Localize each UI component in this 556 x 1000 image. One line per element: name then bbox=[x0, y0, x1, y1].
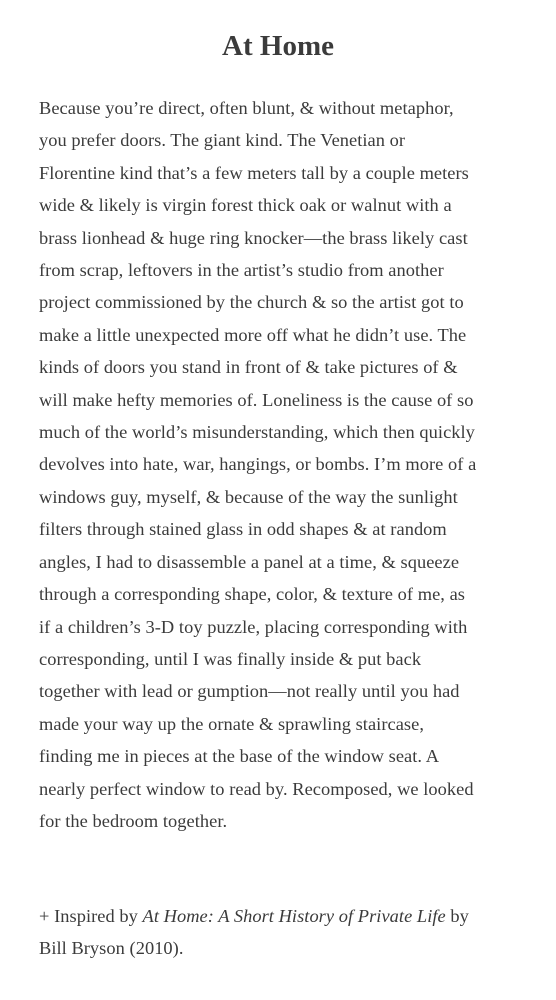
poem-line: make a little unexpected more off what he didn’t use. The bbox=[39, 324, 467, 345]
poem-line: wide & likely is virgin forest thick oak or walnut with a bbox=[39, 195, 452, 216]
note-suffix: by bbox=[445, 906, 469, 926]
note-prefix: + Inspired by bbox=[39, 906, 143, 926]
poem-line: windows guy, myself, & because of the way the sunlight bbox=[39, 486, 458, 507]
poem-body bbox=[39, 92, 539, 837]
poem-line: much of the world’s misunderstanding, which then quickly bbox=[39, 422, 475, 443]
poem-line: devolves into hate, war, hangings, or bombs. I’m more of a bbox=[39, 454, 477, 475]
book-title: At Home: A Short History of Private Life bbox=[142, 906, 446, 926]
poem-line: Because you’re direct, often blunt, & without metaphor, bbox=[39, 98, 454, 118]
poem-line: will make hefty memories of. Loneliness is the cause of so bbox=[39, 389, 474, 410]
poem-line: you prefer doors. The giant kind. The Venetian or bbox=[39, 130, 406, 151]
note-line-2: Bill Bryson (2010). bbox=[39, 938, 184, 959]
poem-title: At Home bbox=[222, 30, 334, 62]
poem-line: brass lionhead & huge ring knocker—the brass likely cast bbox=[39, 227, 468, 248]
inspiration-note bbox=[39, 900, 539, 965]
poem-line: made your way up the ornate & sprawling staircase, bbox=[39, 713, 425, 734]
poem-line: for the bedroom together. bbox=[39, 810, 228, 831]
poem-line: filters through stained glass in odd shapes & at random bbox=[39, 519, 447, 540]
poem-line: nearly perfect window to read by. Recomposed, we looked bbox=[39, 778, 474, 799]
poem-line: corresponding, until I was finally inside & put back bbox=[39, 648, 422, 669]
poem-line: Florentine kind that’s a few meters tall by a couple meters bbox=[39, 162, 469, 183]
poem-line: together with lead or gumption—not really until you had bbox=[39, 681, 460, 702]
poem-line: if a children’s 3-D toy puzzle, placing corresponding with bbox=[39, 616, 468, 637]
poem-line: through a corresponding shape, color, & texture of me, as bbox=[39, 584, 465, 605]
poem-line: angles, I had to disassemble a panel at a time, & squeeze bbox=[39, 551, 460, 572]
poem-line: kinds of doors you stand in front of & take pictures of & bbox=[39, 357, 458, 378]
poem-line: finding me in pieces at the base of the window seat. A bbox=[39, 746, 440, 767]
note-line-1 bbox=[39, 900, 539, 932]
poem-line: from scrap, leftovers in the artist’s studio from another bbox=[39, 260, 444, 281]
poem-line: project commissioned by the church & so the artist got to bbox=[39, 292, 464, 313]
